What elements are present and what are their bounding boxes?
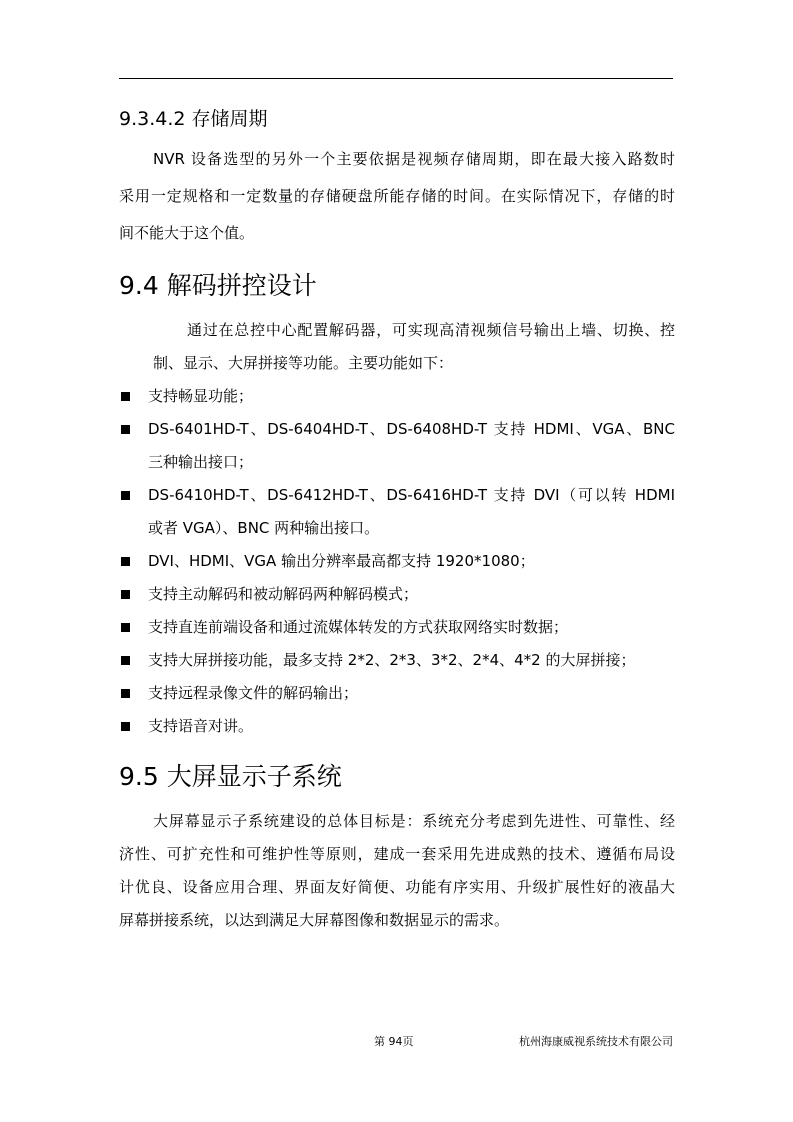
- paragraph-line: 计优良、设备应用合理、界面友好简便、功能有序实用、升级扩展性好的液晶大: [119, 878, 675, 896]
- list-item-text: 支持畅显功能；: [148, 387, 254, 405]
- list-item-text: 支持直连前端设备和通过流媒体转发的方式获取网络实时数据；: [148, 618, 569, 636]
- page-number: 第 94页: [374, 1035, 414, 1048]
- list-item: [119, 644, 675, 677]
- header-rule: [119, 78, 673, 79]
- paragraph-line: 制、显示、大屏拼接等功能。主要功能如下：: [153, 354, 454, 372]
- square-bullet-icon: [121, 656, 130, 665]
- square-bullet-icon: [121, 392, 130, 401]
- square-bullet-icon: [121, 722, 130, 731]
- square-bullet-icon: [121, 623, 130, 632]
- paragraph-line: 屏幕拼接系统，以达到满足大屏幕图像和数据显示的需求。: [119, 911, 510, 929]
- paragraph-line: NVR 设备选型的另外一个主要依据是视频存储周期，即在最大接入路数时: [153, 150, 675, 168]
- list-item-text: DS-6401HD-T、DS-6404HD-T、DS-6408HD-T 支持 HDMI、VGA、BNC: [148, 420, 675, 438]
- square-bullet-icon: [121, 590, 130, 599]
- heading-9-4: 9.4 解码拼控设计: [119, 271, 317, 300]
- list-item: [119, 611, 675, 644]
- list-item-text: 支持语音对讲。: [148, 717, 254, 735]
- list-item-text: 三种输出接口；: [148, 453, 254, 471]
- list-item-text: 支持大屏拼接功能，最多支持 2*2、2*3、3*2、2*4、4*2 的大屏拼接；: [148, 651, 636, 669]
- paragraph-decoder-intro: [153, 314, 675, 380]
- paragraph-line: 大屏幕显示子系统建设的总体目标是：系统充分考虑到先进性、可靠性、经: [153, 812, 675, 830]
- list-item: [119, 578, 675, 611]
- square-bullet-icon: [121, 557, 130, 566]
- square-bullet-icon: [121, 689, 130, 698]
- paragraph-storage-period: [119, 141, 675, 252]
- paragraph-line: 间不能大于这个值。: [119, 224, 255, 242]
- heading-9-3-4-2: 9.3.4.2 存储周期: [119, 108, 268, 130]
- list-item: [119, 479, 675, 545]
- paragraph-line: 济性、可扩充性和可维护性等原则，建成一套采用先进成熟的技术、遵循布局设: [119, 845, 675, 863]
- list-item: [119, 710, 675, 743]
- paragraph-line: 通过在总控中心配置解码器，可实现高清视频信号输出上墙、切换、控: [187, 321, 675, 339]
- list-item: [119, 380, 675, 413]
- decoder-feature-list: [119, 380, 675, 743]
- heading-9-5: 9.5 大屏显示子系统: [119, 762, 342, 791]
- list-item-text: 支持远程录像文件的解码输出；: [148, 684, 359, 702]
- list-item: [119, 413, 675, 479]
- company-name: 杭州海康威视系统技术有限公司: [519, 1035, 673, 1048]
- list-item: [119, 677, 675, 710]
- list-item-text: 支持主动解码和被动解码两种解码模式；: [148, 585, 419, 603]
- square-bullet-icon: [121, 425, 130, 434]
- paragraph-display-subsystem: [119, 805, 675, 937]
- paragraph-line: 采用一定规格和一定数量的存储硬盘所能存储的时间。在实际情况下，存储的时: [119, 187, 675, 205]
- square-bullet-icon: [121, 491, 130, 500]
- list-item-text: 或者 VGA）、BNC 两种输出接口。: [148, 519, 380, 537]
- list-item-text: DS-6410HD-T、DS-6412HD-T、DS-6416HD-T 支持 DVI（可以转 HDMI: [148, 486, 675, 504]
- list-item-text: DVI、HDMI、VGA 输出分辨率最高都支持 1920*1080；: [148, 552, 535, 570]
- list-item: [119, 545, 675, 578]
